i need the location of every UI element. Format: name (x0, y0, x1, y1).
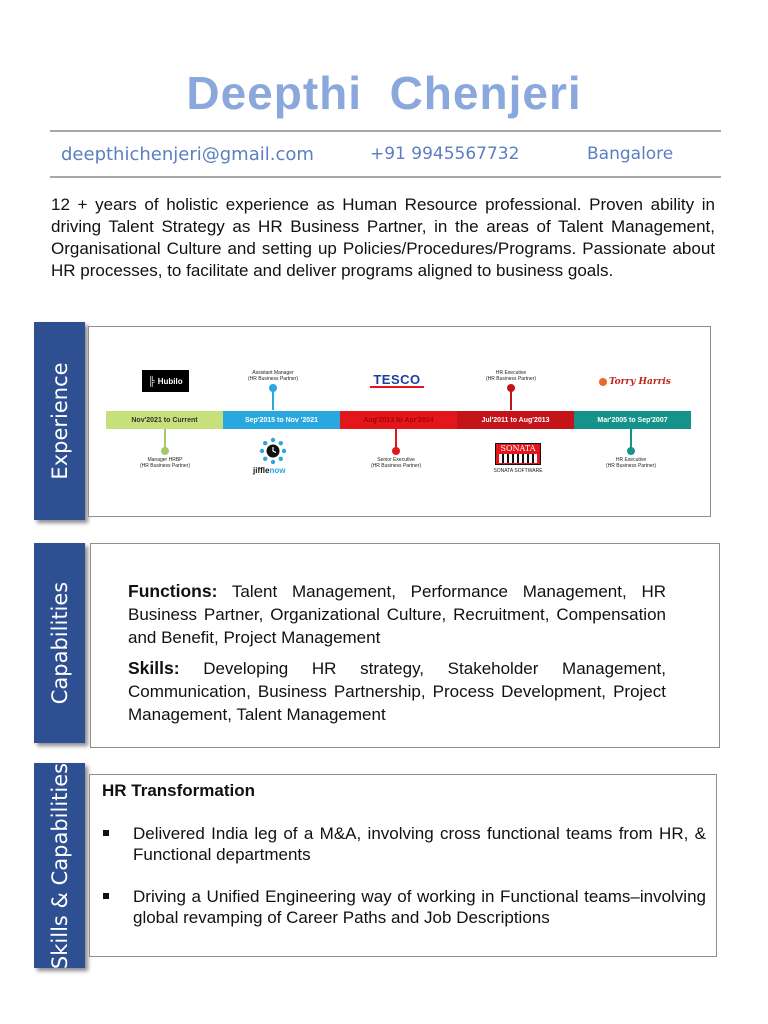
sonata-marker-stem (510, 388, 512, 410)
hr-bullet-2-text: Driving a Unified Engineering way of working in Functional teams–involving global revamping of Career Paths and Job Descriptions (133, 887, 706, 927)
jiffle-clock-icon (259, 437, 287, 465)
hr-transformation-panel (89, 774, 717, 957)
skills-capabilities-section-tab (34, 763, 85, 968)
torry-role-title: HR Executive (615, 457, 647, 463)
hubilo-role-sub: (HR Business Partner) (139, 463, 190, 469)
skills-paragraph (128, 657, 666, 726)
jiffle-logo-text-a: jiffle (253, 466, 270, 475)
bullet-square-icon (103, 893, 109, 899)
tesco-marker-dot (392, 447, 400, 455)
profile-summary: 12 + years of holistic experience as Human Resource professional. Proven ability in driving Talent Strategy as HR Business Partner, in the areas of Talent Management, Organisational Culture and setting up Policies/Procedures/Programs. Passionate about HR processes, to facilitate and deliver programs aligned to business goals. (51, 195, 715, 280)
sonata-role-title: HR Executive (495, 370, 527, 376)
torry-marker-dot (627, 447, 635, 455)
skills-text: Developing HR strategy, Stakeholder Management, Communication, Business Partnership, Process Development, Project Management, Talent Management (128, 659, 666, 724)
skills-capabilities-section-label: Skills & Capabilities (47, 762, 72, 969)
tesco-marker-stem (395, 429, 397, 449)
email-link[interactable]: deepthichenjeri@gmail.com (61, 144, 314, 165)
timeline-segment-tesco (340, 411, 457, 429)
capabilities-content (128, 580, 666, 726)
hr-transformation-title: HR Transformation (102, 781, 256, 800)
jiffle-role-label (238, 370, 308, 382)
jiffle-role-sub: (HR Business Partner) (247, 376, 298, 382)
jiffle-logo-text-b: now (269, 466, 286, 475)
tesco-logo (370, 372, 424, 388)
timeline-segment-hubilo (106, 411, 223, 429)
bullet-square-icon (103, 830, 109, 836)
hubilo-marker-stem (164, 429, 166, 449)
location: Bangalore (587, 144, 674, 164)
tesco-role-title: Senior Executive (377, 457, 415, 463)
timeline-segment-hubilo-label: Nov'2021 to Current (131, 416, 198, 424)
timeline-segment-jiffle (223, 411, 340, 429)
timeline-segment-sonata (457, 411, 574, 429)
jiffle-role-title: Assistant Manager (252, 370, 294, 376)
hubilo-marker-dot (161, 447, 169, 455)
timeline-segment-tesco-label: Aug'2013 to Apr'2014 (363, 416, 434, 424)
timeline-segment-torry (574, 411, 691, 429)
experience-timeline-panel (88, 326, 711, 517)
torry-harris-logo-text: Torry Harris (609, 377, 671, 387)
jiffle-logo (253, 466, 285, 475)
tesco-logo-text: TESCO (373, 372, 421, 387)
hubilo-role-title: Manager HRBP (147, 457, 183, 463)
hubilo-mark-icon: ╠ (148, 376, 155, 386)
experience-section-label: Experience (47, 362, 72, 480)
header-bottom-rule (50, 176, 721, 178)
sonata-logo-subtext: SONATA SOFTWARE (493, 468, 543, 474)
functions-paragraph (128, 580, 666, 649)
timeline-segment-jiffle-label: Sep'2015 to Nov '2021 (245, 416, 318, 424)
hubilo-logo-text: Hubilo (157, 376, 183, 386)
timeline-segment-sonata-label: Jul'2011 to Aug'2013 (481, 416, 550, 424)
torry-role-label (596, 457, 666, 469)
hr-bullet-2 (102, 886, 706, 928)
sonata-logo-text: SONATA (500, 444, 536, 453)
sonata-keys-icon (499, 454, 537, 463)
capabilities-section-label: Capabilities (47, 581, 72, 705)
skills-label: Skills: (128, 658, 180, 678)
torry-marker-stem (630, 429, 632, 449)
sonata-role-sub: (HR Business Partner) (485, 376, 536, 382)
hubilo-role-label (130, 457, 200, 469)
timeline-segment-torry-label: Mar'2005 to Sep'2007 (597, 416, 668, 424)
torry-harris-logo (599, 377, 671, 387)
jiffle-marker-stem (272, 388, 274, 410)
tesco-role-sub: (HR Business Partner) (370, 463, 421, 469)
hr-bullet-1-text: Delivered India leg of a M&A, involving cross functional teams from HR, & Functional departments (133, 824, 706, 864)
candidate-name: Deepthi Chenjeri (186, 67, 582, 119)
hr-bullet-1 (102, 823, 706, 865)
hubilo-logo (142, 370, 189, 392)
tesco-role-label (361, 457, 431, 469)
header-top-rule (50, 130, 721, 132)
torry-role-sub: (HR Business Partner) (605, 463, 656, 469)
torry-harris-globe-icon (599, 378, 607, 386)
functions-label: Functions: (128, 581, 218, 601)
phone-number: +91 9945567732 (370, 144, 520, 164)
sonata-logo (495, 443, 541, 465)
experience-section-tab (34, 322, 85, 520)
functions-text: Talent Management, Performance Management, HR Business Partner, Organizational Culture, Recruitment, Compensation and Benefit, Project Management (128, 582, 666, 647)
capabilities-section-tab (34, 543, 85, 743)
sonata-role-label (476, 370, 546, 382)
timeline-bar (106, 411, 691, 429)
